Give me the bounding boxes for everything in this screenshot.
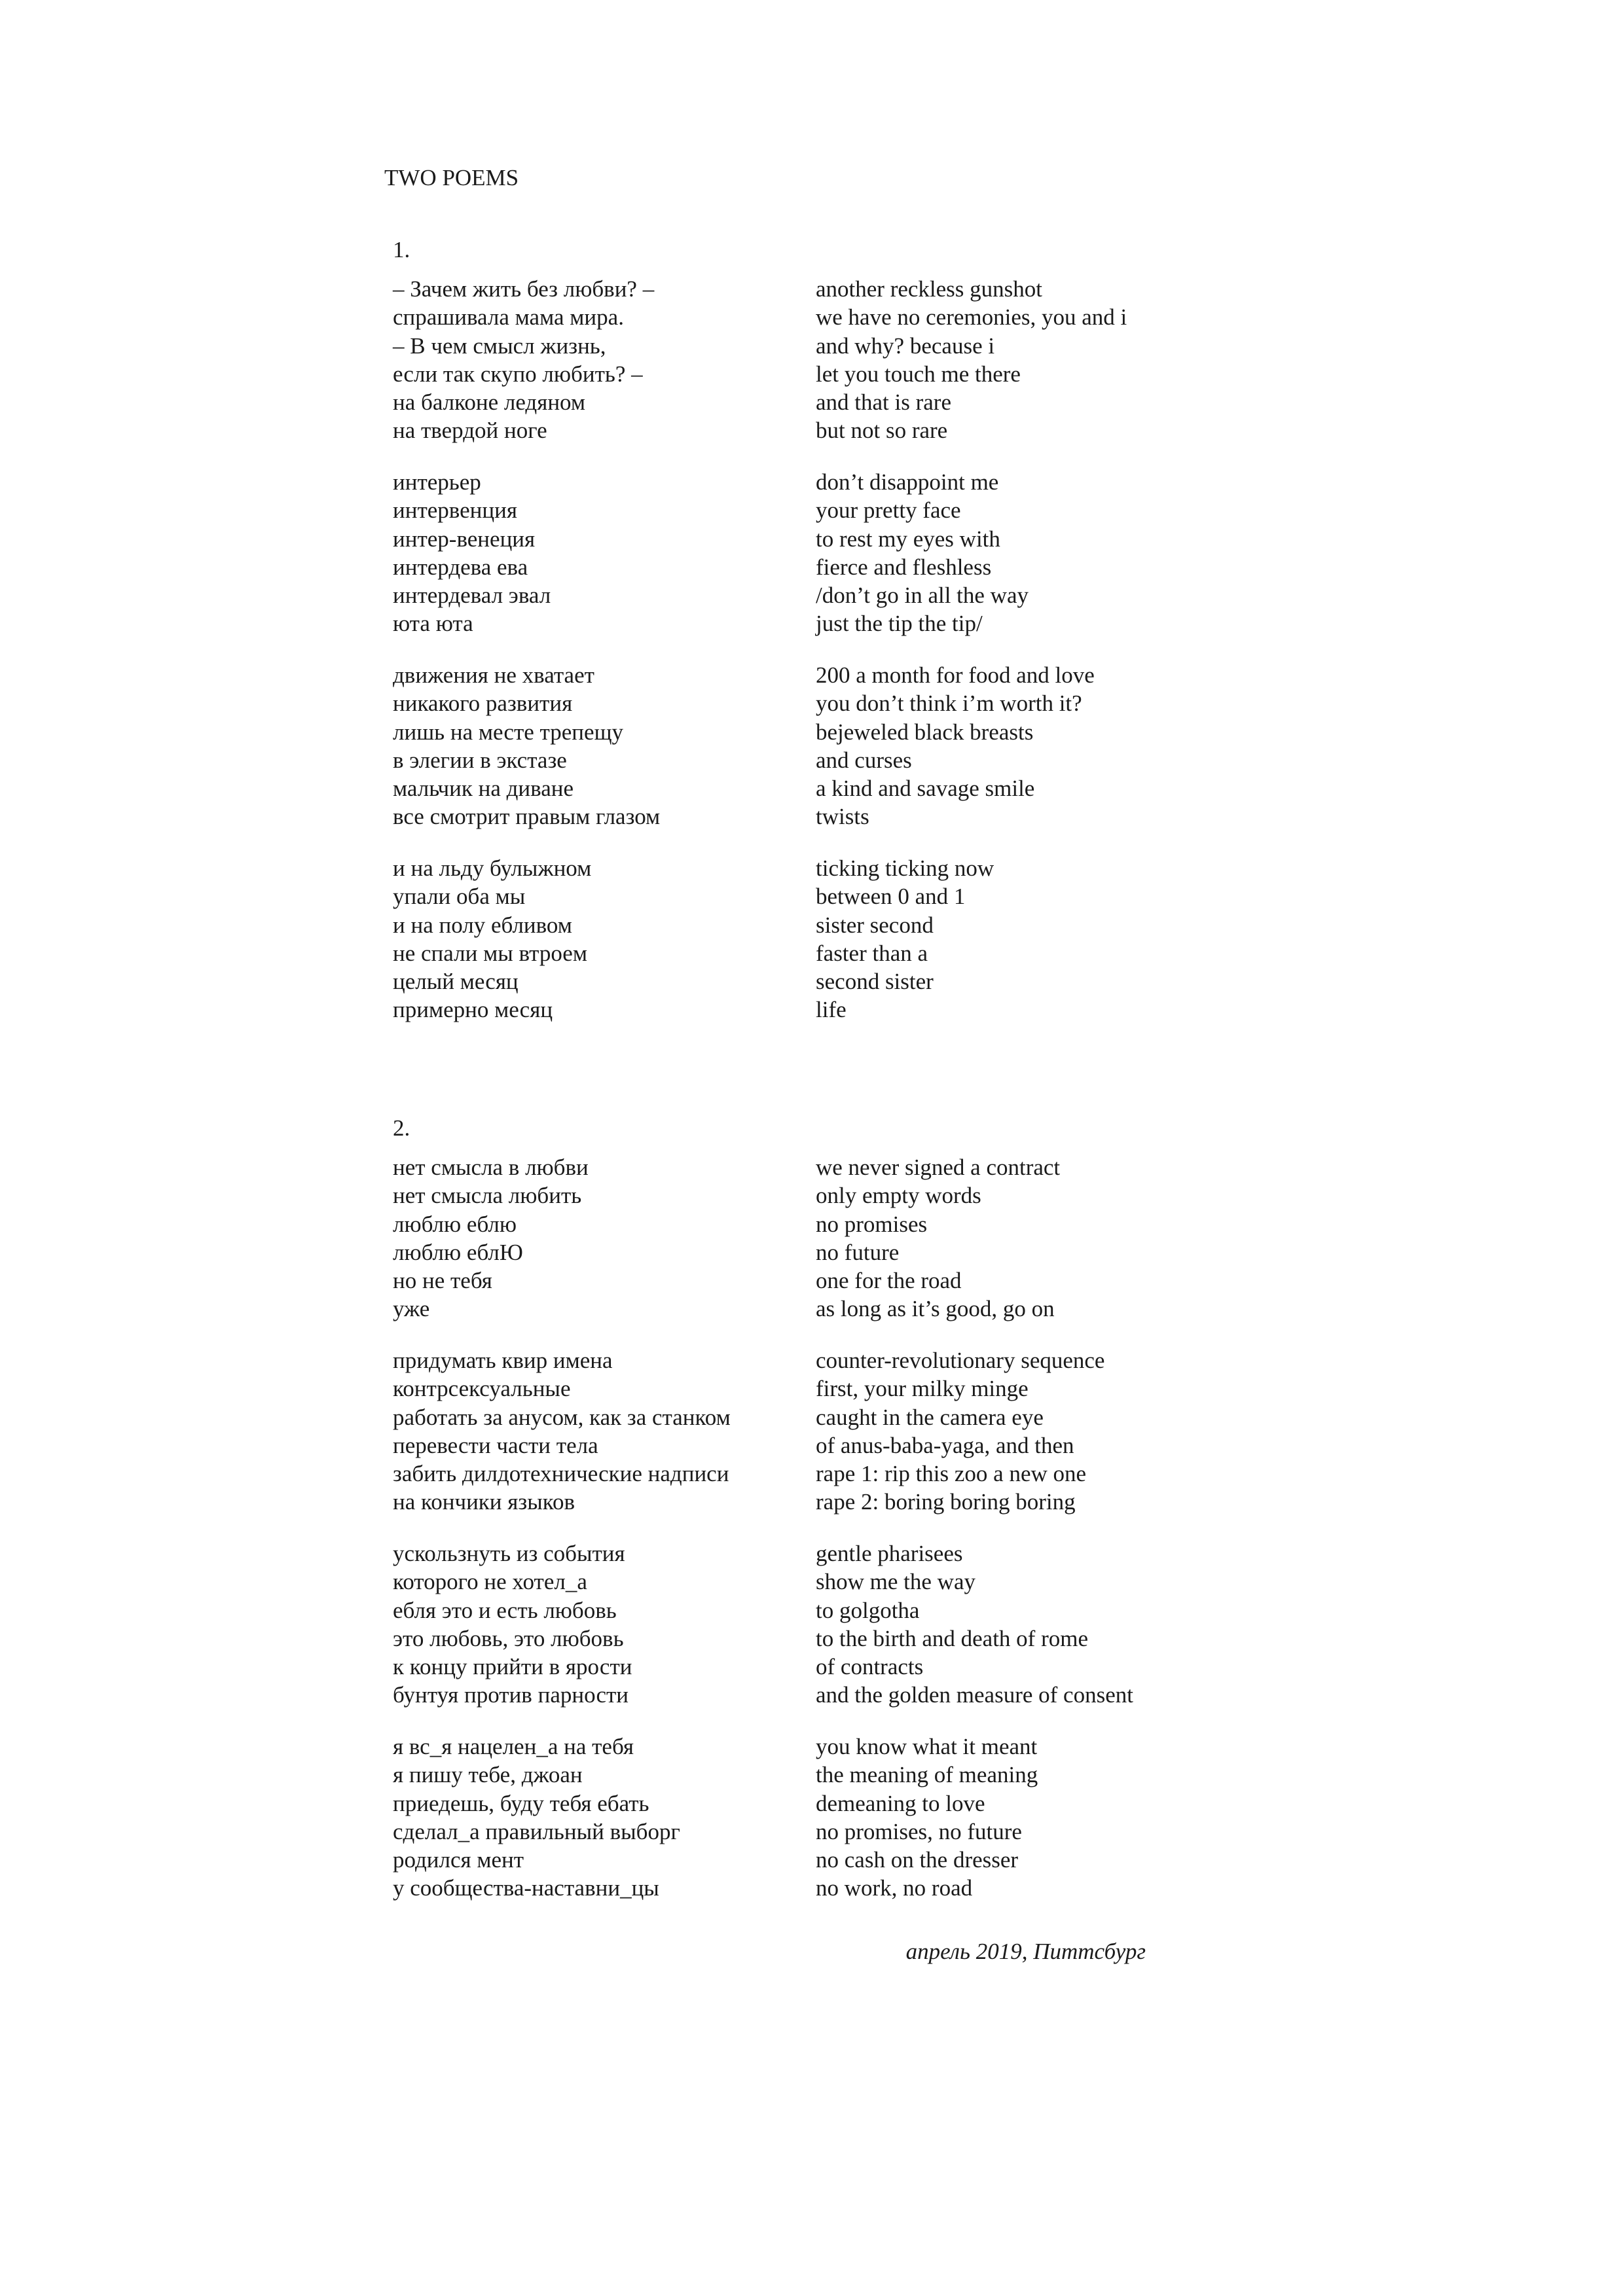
poem-line: another reckless gunshot: [816, 276, 1043, 302]
poem-line: of contracts: [816, 1654, 924, 1680]
poem-line: у сообщества-наставни_цы: [393, 1875, 659, 1901]
poem-line: бунтуя против парности: [393, 1682, 629, 1708]
poem-line: контрсексуальные: [393, 1376, 571, 1402]
poem-line: faster than a: [816, 940, 928, 966]
poem-line: gentle pharisees: [816, 1541, 963, 1566]
poem-line: интердевал эвал: [393, 583, 551, 609]
stanza: [816, 275, 1127, 445]
poem-line: родился мент: [393, 1847, 524, 1873]
stanza: [816, 1153, 1060, 1323]
document-title: TWO POEMS: [384, 165, 519, 190]
poem-line: если так скупо любить? –: [393, 361, 643, 387]
poem-line: demeaning to love: [816, 1790, 985, 1816]
stanza: [393, 468, 551, 638]
poem-line: ускользнуть из события: [393, 1541, 625, 1566]
poem-line: only empty words: [816, 1183, 981, 1209]
stanza: [393, 1153, 589, 1323]
poem-line: и на полу ебливом: [393, 912, 572, 938]
poem-line: to the birth and death of rome: [816, 1625, 1088, 1651]
poem-line: – Зачем жить без любви? –: [393, 276, 655, 302]
poem-line: show me the way: [816, 1569, 976, 1595]
stanza: [393, 854, 591, 1024]
stanza: [816, 661, 1095, 831]
poem-line: your pretty face: [816, 497, 961, 524]
poem-line: and curses: [816, 747, 912, 773]
poem-line: we never signed a contract: [816, 1155, 1061, 1180]
stanza: [816, 1346, 1104, 1516]
poem-line: люблю еблю: [393, 1211, 517, 1237]
stanza: [816, 854, 994, 1024]
stanza: [393, 1539, 632, 1710]
poem-line: интер-венеция: [393, 526, 536, 552]
poem-line: на кончики языков: [393, 1489, 575, 1515]
poem-line: no promises, no future: [816, 1818, 1022, 1844]
poem-line: не спали мы втроем: [393, 940, 587, 966]
poem-line: between 0 and 1: [816, 884, 966, 910]
stanza: [393, 1732, 680, 1903]
poem-line: на твердой ноге: [393, 418, 547, 444]
poem-line: to rest my eyes with: [816, 526, 1000, 552]
poem-line: the meaning of meaning: [816, 1762, 1038, 1788]
poem-line: которого не хотел_а: [393, 1569, 587, 1595]
poem-line: counter-revolutionary sequence: [816, 1348, 1105, 1373]
poem-line: перевести части тела: [393, 1432, 598, 1458]
poem-line: as long as it’s good, go on: [816, 1296, 1055, 1322]
poem-line: a kind and savage smile: [816, 776, 1035, 802]
poem-line: в элегии в экстазе: [393, 747, 567, 773]
poem-line: интерьер: [393, 469, 481, 495]
date-place-signature: апрель 2019, Питтсбург: [905, 1939, 1146, 1964]
poem-line: /don’t go in all the way: [816, 583, 1029, 609]
poem-line: no work, no road: [816, 1875, 973, 1901]
poem-line: приедешь, буду тебя ебать: [393, 1790, 649, 1816]
poem-line: юта юта: [393, 611, 473, 637]
poem-line: let you touch me there: [816, 361, 1021, 387]
poem-line: and the golden measure of consent: [816, 1682, 1133, 1708]
poem-line: все смотрит правым глазом: [393, 804, 661, 830]
part-1-number: 1.: [393, 237, 410, 262]
stanza: [393, 275, 654, 445]
poem-line: примерно месяц: [393, 997, 553, 1023]
poem-line: придумать квир имена: [393, 1348, 613, 1373]
poem-line: и на льду булыжном: [393, 855, 592, 881]
poem-line: лишь на месте трепещу: [393, 719, 624, 745]
poem-line: никакого развития: [393, 691, 573, 717]
poem-line: but not so rare: [816, 418, 948, 444]
poem-line: don’t disappoint me: [816, 469, 999, 495]
poem-line: and that is rare: [816, 389, 951, 416]
poem-line: of anus-baba-yaga, and then: [816, 1432, 1074, 1458]
poem-line: caught in the camera eye: [816, 1404, 1044, 1430]
poem-line: нет смысла любить: [393, 1183, 582, 1209]
poem-line: first, your milky minge: [816, 1376, 1029, 1402]
poem-line: second sister: [816, 969, 934, 995]
poem-line: just the tip the tip/: [816, 611, 983, 637]
poem-line: life: [816, 997, 847, 1023]
poem-line: нет смысла в любви: [393, 1155, 589, 1180]
poem-line: ticking ticking now: [816, 855, 994, 881]
stanza: [816, 1539, 1133, 1710]
poem-line: к концу прийти в ярости: [393, 1654, 632, 1680]
poem-line: to golgotha: [816, 1597, 920, 1623]
poem-line: я пишу тебе, джоан: [393, 1762, 583, 1788]
poem-line: we have no ceremonies, you and i: [816, 304, 1127, 331]
poem-line: сделал_а правильный выборг: [393, 1818, 680, 1844]
poem-line: you don’t think i’m worth it?: [816, 691, 1082, 717]
poem-line: забить дилдотехнические надписи: [393, 1461, 729, 1487]
poem-line: на балконе ледяном: [393, 389, 586, 416]
poem-line: rape 1: rip this zoo a new one: [816, 1461, 1087, 1487]
poem-line: спрашивала мама мира.: [393, 304, 624, 331]
poem-line: no cash on the dresser: [816, 1847, 1019, 1873]
poem-line: fierce and fleshless: [816, 554, 992, 580]
poem-line: люблю еблЮ: [393, 1239, 523, 1265]
stanza: [393, 661, 660, 831]
poem-line: упали оба мы: [393, 884, 526, 910]
poem-line: no promises: [816, 1211, 928, 1237]
poem-line: целый месяц: [393, 969, 519, 995]
part-2-number: 2.: [393, 1115, 410, 1141]
poem-line: интердева ева: [393, 554, 528, 580]
poem-line: one for the road: [816, 1268, 962, 1294]
poem-line: no future: [816, 1239, 900, 1265]
poem-line: and why? because i: [816, 332, 995, 359]
poem-line: rape 2: boring boring boring: [816, 1489, 1076, 1515]
poem-line: интервенция: [393, 497, 517, 524]
poem-line: но не тебя: [393, 1268, 492, 1294]
poem-line: это любовь, это любовь: [393, 1625, 624, 1651]
poem-line: уже: [393, 1296, 430, 1322]
poem-line: you know what it meant: [816, 1734, 1038, 1759]
poem-line: движения не хватает: [393, 662, 594, 688]
stanza: [816, 468, 1029, 638]
poem-line: работать за анусом, как за станком: [393, 1404, 731, 1430]
poem-line: ебля это и есть любовь: [393, 1597, 617, 1623]
poem-line: twists: [816, 804, 869, 830]
poem-line: bejeweled black breasts: [816, 719, 1034, 745]
poem-line: sister second: [816, 912, 934, 938]
poem-line: 200 a month for food and love: [816, 662, 1095, 688]
poem-line: мальчик на диване: [393, 776, 574, 802]
stanza: [816, 1732, 1038, 1903]
poem-line: – В чем смысл жизнь,: [393, 332, 606, 359]
poem-line: я вс_я нацелен_а на тебя: [393, 1734, 634, 1759]
stanza: [393, 1346, 731, 1516]
